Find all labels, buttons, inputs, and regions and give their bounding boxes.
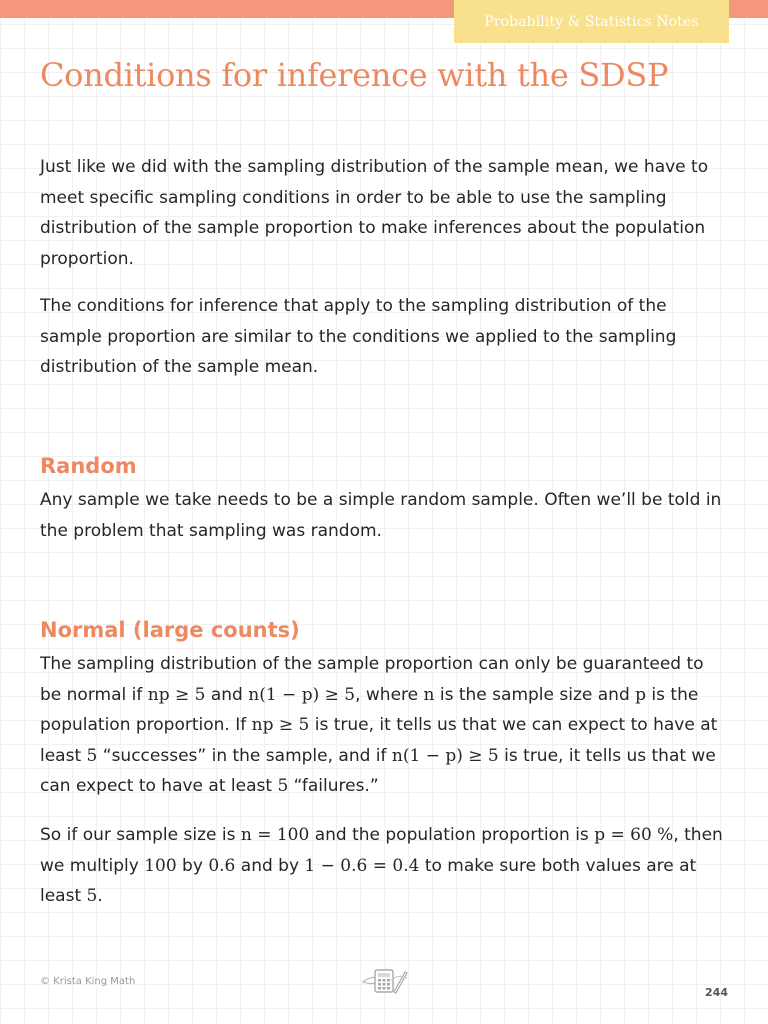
math-five: 5 <box>86 745 98 766</box>
math-sample-size: n = 100 <box>240 825 310 845</box>
normal-text: The sampling distribution of the sample proportion can only be guaranteed to be normal if <box>40 654 704 705</box>
math-np-condition: np ≥ 5 <box>147 684 206 705</box>
normal-text: “successes” in the sample, and if <box>97 745 392 766</box>
normal-text: and <box>205 684 249 705</box>
math-np-condition: np ≥ 5 <box>251 715 310 735</box>
calculator-pencil-logo-icon <box>361 966 409 996</box>
normal-text: to make sure both values are at least <box>40 855 697 906</box>
normal-heading: Normal (large counts) <box>40 618 300 642</box>
footer-copyright: © Krista King Math <box>40 976 136 987</box>
normal-text: . <box>97 886 103 906</box>
math-five: 5 <box>277 776 289 796</box>
normal-paragraph-2 <box>40 820 728 912</box>
math-hundred: 100 <box>144 855 177 876</box>
normal-text: is the sample size and <box>434 684 636 705</box>
math-point-six: 0.6 <box>208 855 236 876</box>
random-heading: Random <box>40 454 137 478</box>
normal-text: , then we multiply <box>40 825 723 876</box>
page-title: Conditions for inference with the SDSP <box>40 56 669 94</box>
normal-text: is true, it tells us that we can expect to have at least <box>40 745 716 796</box>
normal-text: by <box>176 855 209 876</box>
intro-paragraph-1: Just like we did with the sampling distribution of the sample mean, we have to meet specific sampling conditions in order to be able to use the sampling distribution of the sample proportion to make inferences about the population proportion. <box>40 157 709 269</box>
normal-paragraph-1 <box>40 649 728 802</box>
normal-text: So if our sample size is <box>40 825 241 845</box>
math-failures-condition: n(1 − p) ≥ 5 <box>248 684 356 705</box>
intro-paragraph-2: The conditions for inference that apply to the sampling distribution of the sample proportion are similar to the conditions we applied to the sampling distribution of the sample mean. <box>40 296 677 377</box>
math-five: 5 <box>86 886 98 906</box>
normal-text: and by <box>235 855 305 876</box>
math-failures-condition: n(1 − p) ≥ 5 <box>391 745 499 766</box>
math-complement: 1 − 0.6 = 0.4 <box>304 855 420 876</box>
math-proportion: p = 60 % <box>594 825 674 845</box>
math-n-variable: n <box>423 684 435 705</box>
header-tab: Probability & Statistics Notes <box>454 0 729 43</box>
random-text: Any sample we take needs to be a simple random sample. Often we’ll be told in the problem that sampling was random. <box>40 490 722 541</box>
normal-text: is true, it tells us that we can expect to have at least <box>40 715 718 766</box>
normal-text: , where <box>355 684 424 705</box>
normal-text: “failures.” <box>288 776 379 796</box>
normal-text: and the population proportion is <box>309 825 595 845</box>
page-number: 244 <box>705 986 728 999</box>
normal-text: is the population proportion. If <box>40 684 699 735</box>
math-p-variable: p <box>635 684 647 705</box>
